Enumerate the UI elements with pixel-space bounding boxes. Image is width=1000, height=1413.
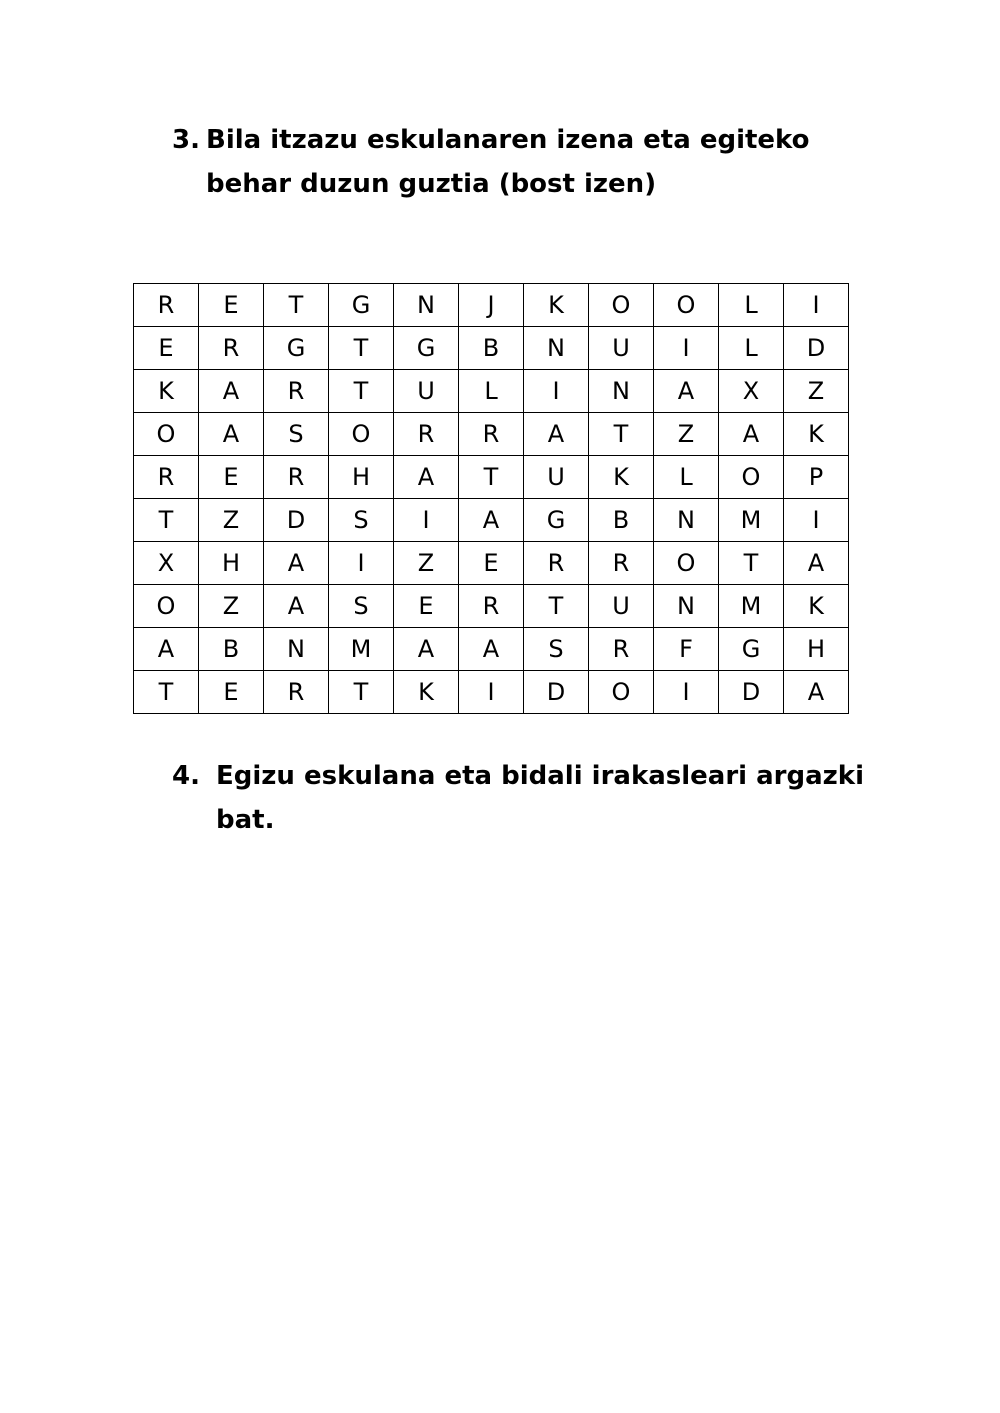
grid-cell[interactable]: A [459, 499, 524, 542]
grid-cell[interactable]: T [134, 671, 199, 714]
grid-cell[interactable]: T [329, 327, 394, 370]
grid-cell[interactable]: L [719, 327, 784, 370]
grid-cell[interactable]: G [394, 327, 459, 370]
grid-cell[interactable]: A [199, 370, 264, 413]
grid-cell[interactable]: A [134, 628, 199, 671]
question-3-line-1: Bila itzazu eskulanaren izena eta egiteko [206, 125, 810, 155]
grid-row [134, 413, 849, 456]
grid-cell[interactable]: D [784, 327, 849, 370]
grid-cell[interactable]: A [264, 585, 329, 628]
grid-cell[interactable]: H [199, 542, 264, 585]
grid-cell[interactable]: J [459, 284, 524, 327]
grid-row [134, 456, 849, 499]
grid-cell[interactable]: R [589, 542, 654, 585]
grid-cell[interactable]: G [524, 499, 589, 542]
grid-cell[interactable]: G [264, 327, 329, 370]
grid-cell[interactable]: I [459, 671, 524, 714]
grid-cell[interactable]: U [589, 327, 654, 370]
grid-cell[interactable]: K [394, 671, 459, 714]
grid-cell[interactable]: A [394, 628, 459, 671]
grid-cell[interactable]: U [589, 585, 654, 628]
grid-cell[interactable]: I [329, 542, 394, 585]
word-search-grid [133, 283, 849, 714]
grid-cell[interactable]: M [329, 628, 394, 671]
grid-row [134, 628, 849, 671]
grid-cell[interactable]: Z [199, 499, 264, 542]
grid-cell[interactable]: R [394, 413, 459, 456]
grid-cell[interactable]: A [654, 370, 719, 413]
grid-cell[interactable]: K [589, 456, 654, 499]
grid-cell[interactable]: H [329, 456, 394, 499]
grid-cell[interactable]: S [524, 628, 589, 671]
grid-row [134, 327, 849, 370]
question-3-number: 3. [172, 125, 200, 155]
grid-cell[interactable]: O [134, 585, 199, 628]
grid-cell[interactable]: Z [394, 542, 459, 585]
question-4-line-2: bat. [216, 805, 275, 835]
grid-cell[interactable]: Z [654, 413, 719, 456]
grid-cell[interactable]: U [394, 370, 459, 413]
grid-cell[interactable]: K [134, 370, 199, 413]
grid-row [134, 284, 849, 327]
grid-cell[interactable]: E [134, 327, 199, 370]
grid-cell[interactable]: S [329, 585, 394, 628]
grid-cell[interactable]: A [199, 413, 264, 456]
grid-cell[interactable]: A [524, 413, 589, 456]
grid-cell[interactable]: L [719, 284, 784, 327]
grid-cell[interactable]: A [784, 542, 849, 585]
grid-cell[interactable]: Z [199, 585, 264, 628]
grid-cell[interactable]: G [329, 284, 394, 327]
grid-cell[interactable]: M [719, 499, 784, 542]
grid-cell[interactable]: E [199, 671, 264, 714]
grid-cell[interactable]: N [654, 499, 719, 542]
grid-cell[interactable]: R [134, 284, 199, 327]
grid-cell[interactable]: E [459, 542, 524, 585]
grid-cell[interactable]: A [784, 671, 849, 714]
question-3 [172, 118, 810, 206]
grid-cell[interactable]: X [719, 370, 784, 413]
grid-cell[interactable]: H [784, 628, 849, 671]
grid-cell[interactable]: R [459, 585, 524, 628]
grid-cell[interactable]: R [264, 671, 329, 714]
grid-cell[interactable]: O [654, 542, 719, 585]
grid-cell[interactable]: O [719, 456, 784, 499]
grid-cell[interactable]: T [719, 542, 784, 585]
grid-cell[interactable]: T [589, 413, 654, 456]
grid-cell[interactable]: G [719, 628, 784, 671]
question-4-number: 4. [172, 761, 200, 791]
grid-cell[interactable]: N [394, 284, 459, 327]
grid-cell[interactable]: L [459, 370, 524, 413]
grid-cell[interactable]: I [654, 327, 719, 370]
grid-cell[interactable]: A [264, 542, 329, 585]
grid-cell[interactable]: R [264, 370, 329, 413]
grid-cell[interactable]: O [329, 413, 394, 456]
grid-row [134, 499, 849, 542]
grid-row [134, 370, 849, 413]
grid-cell[interactable]: T [524, 585, 589, 628]
grid-cell[interactable]: I [654, 671, 719, 714]
grid-cell[interactable]: T [264, 284, 329, 327]
grid-cell[interactable]: T [459, 456, 524, 499]
grid-cell[interactable]: D [719, 671, 784, 714]
grid-cell[interactable]: A [459, 628, 524, 671]
grid-cell[interactable]: O [654, 284, 719, 327]
question-3-line-2: behar duzun guztia (bost izen) [206, 169, 657, 199]
grid-cell[interactable]: N [524, 327, 589, 370]
grid-cell[interactable]: S [329, 499, 394, 542]
grid-cell[interactable]: E [199, 456, 264, 499]
grid-cell[interactable]: T [329, 671, 394, 714]
grid-row [134, 542, 849, 585]
grid-cell[interactable]: B [199, 628, 264, 671]
grid-cell[interactable]: D [264, 499, 329, 542]
grid-cell[interactable]: O [589, 671, 654, 714]
grid-row [134, 671, 849, 714]
grid-cell[interactable]: I [784, 499, 849, 542]
grid-cell[interactable]: B [459, 327, 524, 370]
grid-cell[interactable]: N [589, 370, 654, 413]
grid-cell[interactable]: E [394, 585, 459, 628]
grid-cell[interactable]: A [394, 456, 459, 499]
question-4 [172, 754, 864, 842]
grid-cell[interactable]: R [199, 327, 264, 370]
grid-cell[interactable]: R [589, 628, 654, 671]
grid-cell[interactable]: X [134, 542, 199, 585]
grid-cell[interactable]: R [524, 542, 589, 585]
grid-cell[interactable]: P [784, 456, 849, 499]
grid-cell[interactable]: A [719, 413, 784, 456]
grid-cell[interactable]: O [134, 413, 199, 456]
grid-cell[interactable]: K [784, 585, 849, 628]
grid-cell[interactable]: U [524, 456, 589, 499]
grid-cell[interactable]: M [719, 585, 784, 628]
question-4-line-1: Egizu eskulana eta bidali irakasleari argazki [216, 761, 864, 791]
grid-cell[interactable]: D [524, 671, 589, 714]
grid-cell[interactable]: I [784, 284, 849, 327]
grid-cell[interactable]: Z [784, 370, 849, 413]
grid-cell[interactable]: I [394, 499, 459, 542]
grid-cell[interactable]: N [654, 585, 719, 628]
grid-cell[interactable]: E [199, 284, 264, 327]
grid-cell[interactable]: T [134, 499, 199, 542]
grid-row [134, 585, 849, 628]
grid-cell[interactable]: K [784, 413, 849, 456]
grid-cell[interactable]: I [524, 370, 589, 413]
grid-cell[interactable]: L [654, 456, 719, 499]
grid-cell[interactable]: O [589, 284, 654, 327]
grid-cell[interactable]: S [264, 413, 329, 456]
grid-cell[interactable]: N [264, 628, 329, 671]
grid-cell[interactable]: R [459, 413, 524, 456]
question-3-text [206, 118, 810, 206]
grid-cell[interactable]: R [264, 456, 329, 499]
grid-cell[interactable]: K [524, 284, 589, 327]
grid-cell[interactable]: F [654, 628, 719, 671]
grid-cell[interactable]: B [589, 499, 654, 542]
question-4-text [206, 754, 864, 842]
grid-cell[interactable]: T [329, 370, 394, 413]
grid-cell[interactable]: R [134, 456, 199, 499]
